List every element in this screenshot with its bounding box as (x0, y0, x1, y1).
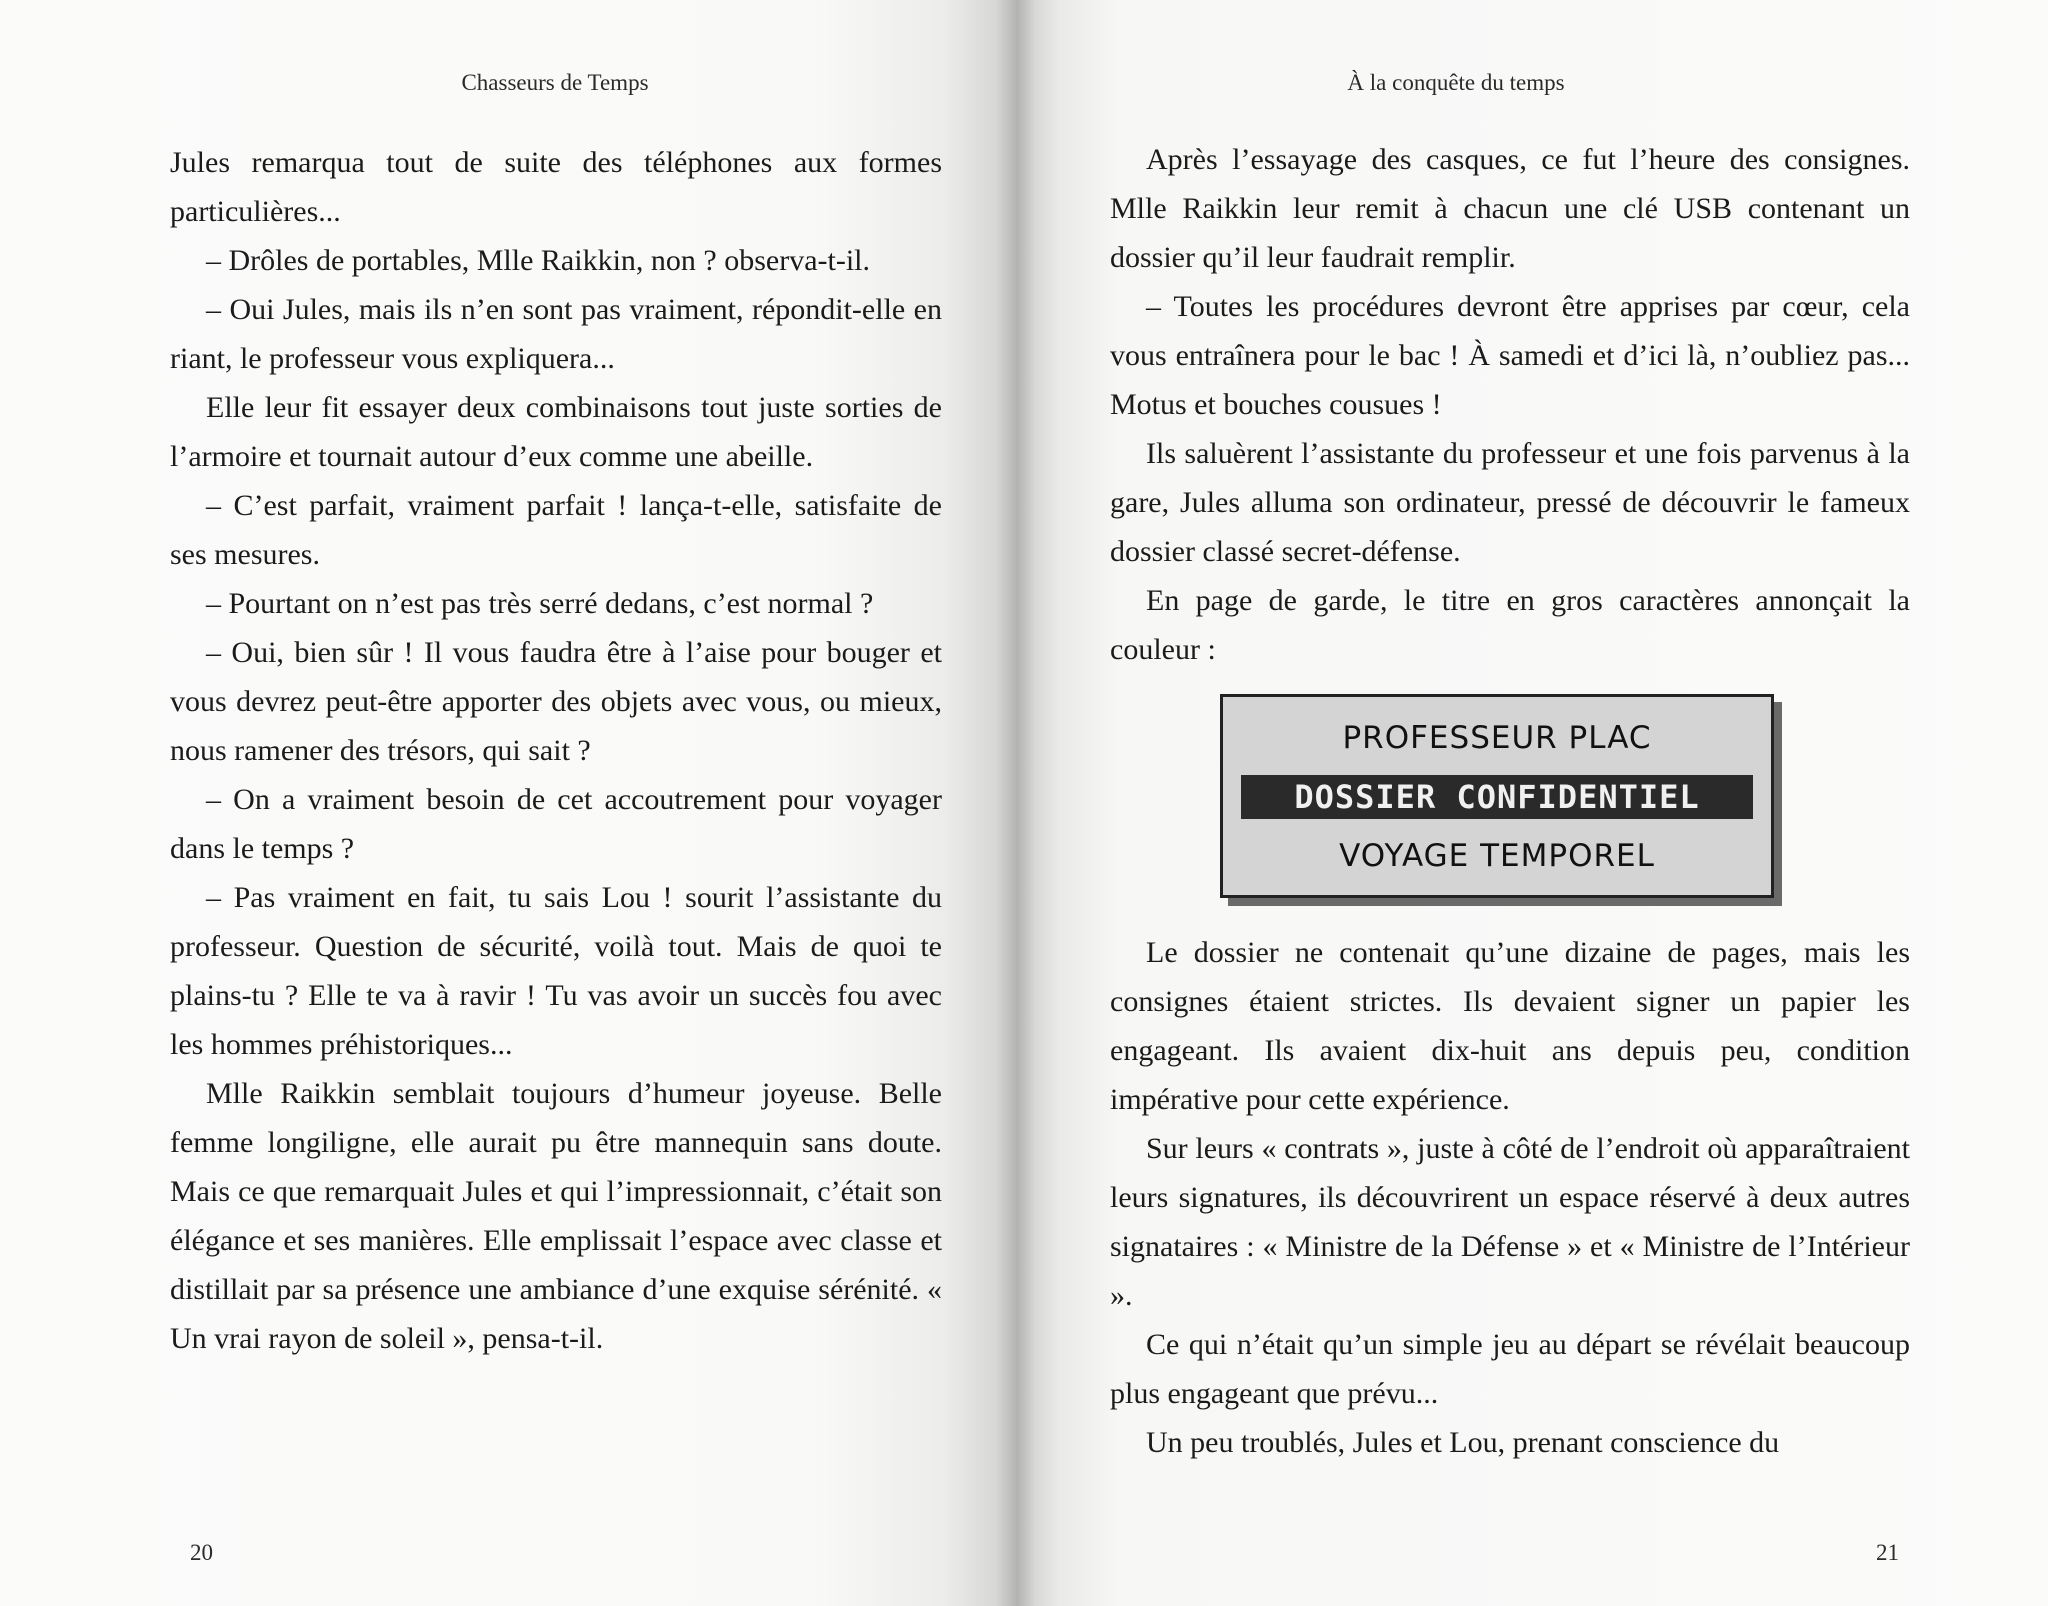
paragraph: – Oui, bien sûr ! Il vous faudra être à l’aise pour bouger et vous devrez peut-être apporter des objets avec vous, ou mieux, nous ramener des trésors, qui sait ? (170, 636, 942, 767)
paragraph: Un peu troublés, Jules et Lou, prenant conscience du (1146, 1426, 1780, 1459)
page-number-right: 21 (1876, 1540, 1899, 1565)
running-head-left: Chasseurs de Temps (461, 70, 649, 95)
confidential-title-box (1220, 694, 1780, 904)
paragraph: Sur leurs « contrats », juste à côté de l’endroit où apparaîtraient leurs signatures, ils découvrirent un espace réservé à deux autres signataires : « Ministre de la Défense » et « Ministre de l’Intérieur ». (1110, 1132, 1910, 1312)
stamp-line-time-travel: VOYAGE TEMPOREL (1339, 838, 1655, 874)
paragraph: – Toutes les procédures devront être apprises par cœur, cela vous entraînera pour le bac ! À samedi et d’ici là, n’oubliez pas... Motus et bouches cousues ! (1110, 290, 1910, 421)
paragraph: Ce qui n’était qu’un simple jeu au départ se révélait beaucoup plus engageant que prévu... (1110, 1328, 1910, 1410)
running-head-right: À la conquête du temps (1347, 70, 1565, 95)
right-page-text (1110, 135, 1910, 1467)
paragraph: – Pourtant on n’est pas très serré dedans, c’est normal ? (206, 587, 874, 620)
paragraph: Elle leur fit essayer deux combinaisons tout juste sorties de l’armoire et tournait autour d’eux comme une abeille. (170, 391, 942, 473)
stamp-frame (1220, 694, 1774, 898)
paragraph: Le dossier ne contenait qu’une dizaine de pages, mais les consignes étaient strictes. Ils devaient signer un papier les engageant. Ils avaient dix-huit ans depuis peu, condition impérative pour cette expérience. (1110, 936, 1910, 1116)
stamp-line-confidential: DOSSIER CONFIDENTIEL (1241, 775, 1753, 819)
paragraph: – Oui Jules, mais ils n’en sont pas vraiment, répondit-elle en riant, le professeur vous expliquera... (170, 293, 942, 375)
stamp-line-professor: PROFESSEUR PLAC (1342, 720, 1652, 756)
right-page (1016, 0, 2048, 1606)
paragraph: En page de garde, le titre en gros caractères annonçait la couleur : (1110, 584, 1910, 666)
page-number-left: 20 (190, 1540, 213, 1565)
paragraph: Après l’essayage des casques, ce fut l’heure des consignes. Mlle Raikkin leur remit à chacun une clé USB contenant un dossier qu’il leur faudrait remplir. (1110, 143, 1910, 274)
left-page-text (170, 138, 942, 1363)
left-page (0, 0, 1016, 1606)
paragraph: Ils saluèrent l’assistante du professeur et une fois parvenus à la gare, Jules alluma son ordinateur, pressé de découvrir le fameux dossier classé secret-défense. (1110, 437, 1910, 568)
paragraph: Mlle Raikkin semblait toujours d’humeur joyeuse. Belle femme longiligne, elle aurait pu être mannequin sans doute. Mais ce que remarquait Jules et qui l’impressionnait, c’était son élégance et ses manières. Elle emplissait l’espace avec classe et distillait par sa présence une ambiance d’une exquise sérénité. « Un vrai rayon de soleil », pensa-t-il. (170, 1077, 942, 1355)
gutter-shadow (996, 0, 1036, 1606)
paragraph: – C’est parfait, vraiment parfait ! lança-t-elle, satisfaite de ses mesures. (170, 489, 942, 571)
paragraph: – On a vraiment besoin de cet accoutrement pour voyager dans le temps ? (170, 783, 942, 865)
paragraph: Jules remarqua tout de suite des téléphones aux formes particulières... (170, 146, 942, 228)
paragraph: – Drôles de portables, Mlle Raikkin, non ? observa-t-il. (206, 244, 871, 277)
paragraph: – Pas vraiment en fait, tu sais Lou ! sourit l’assistante du professeur. Question de sécurité, voilà tout. Mais de quoi te plains-tu ? Elle te va à ravir ! Tu vas avoir un succès fou avec les hommes préhistoriques... (170, 881, 942, 1061)
